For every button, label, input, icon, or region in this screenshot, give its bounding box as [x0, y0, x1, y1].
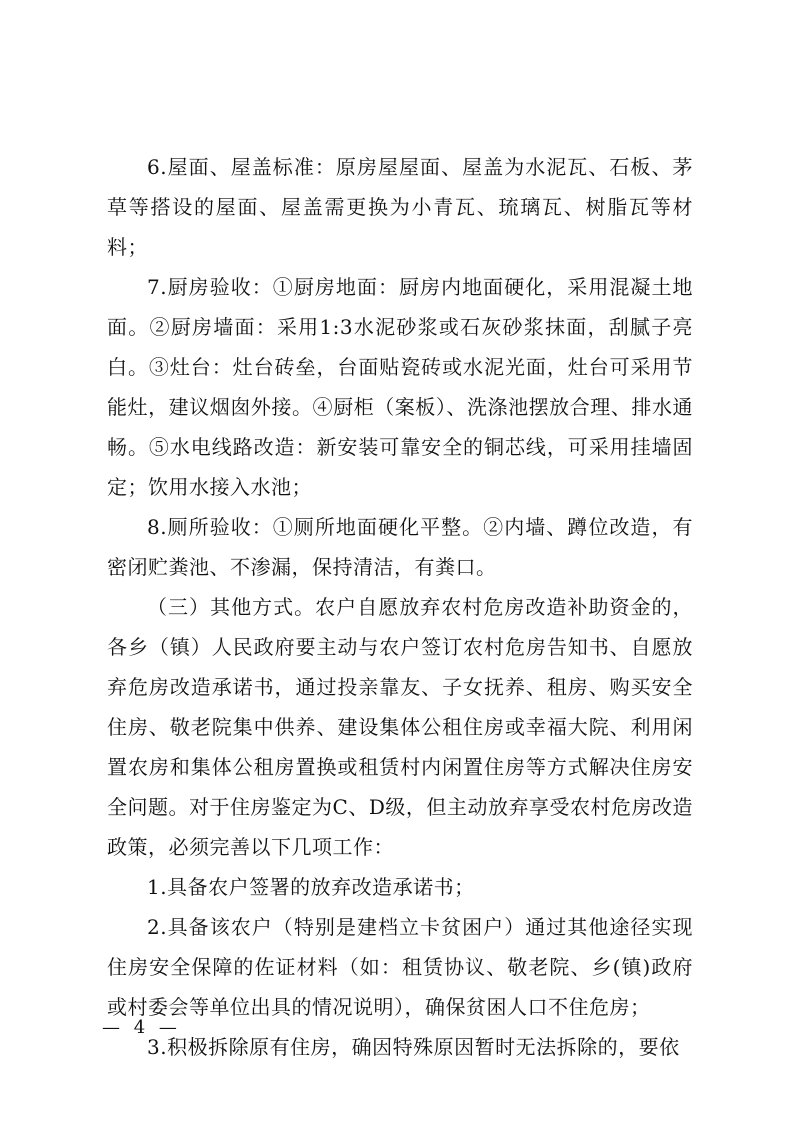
- paragraph-other-methods: （三）其他方式。农户自愿放弃农村危房改造补助资金的，各乡（镇）人民政府要主动与农户签订农村危房告知书、自愿放弃危房改造承诺书，通过投亲靠友、子女抚养、租房、购买安全住房、敬老院集中供养、建设集体公租住房或幸福大院、利用闲置农房和集体公租房置换或租赁村内闲置住房等方式解决住房安全问题。对于住房鉴定为C、D级，但主动放弃享受农村危房改造政策，必须完善以下几项工作：: [107, 595, 693, 859]
- document-body: [107, 147, 693, 1067]
- paragraph-item-3: 3.积极拆除原有住房，确因特殊原因暂时无法拆除的，要依: [147, 1035, 680, 1059]
- paragraph-item-1: 1.具备农户签署的放弃改造承诺书；: [147, 875, 475, 899]
- page-number: — 4 —: [102, 1017, 181, 1038]
- paragraph-toilet-acceptance: 8.厕所验收：①厕所地面硬化平整。②内墙、蹲位改造，有密闭贮粪池、不渗漏，保持清洁，有粪口。: [107, 515, 693, 579]
- paragraph-kitchen-acceptance: 7.厨房验收：①厨房地面：厨房内地面硬化，采用混凝土地面。②厨房墙面：采用1:3水泥砂浆或石灰砂浆抹面，刮腻子亮白。③灶台：灶台砖垒，台面贴瓷砖或水泥光面，灶台可采用节能灶，建议烟囱外接。④厨柜（案板）、洗涤池摆放合理、排水通畅。⑤水电线路改造：新安装可靠安全的铜芯线，可采用挂墙固定；饮用水接入水池；: [107, 275, 693, 499]
- paragraph-roof-standard: 6.屋面、屋盖标准：原房屋屋面、屋盖为水泥瓦、石板、茅草等搭设的屋面、屋盖需更换为小青瓦、琉璃瓦、树脂瓦等材料；: [107, 155, 693, 259]
- paragraph-item-2: 2.具备该农户（特别是建档立卡贫困户）通过其他途径实现住房安全保障的佐证材料（如：租赁协议、敬老院、乡(镇)政府或村委会等单位出具的情况说明），确保贫困人口不住危房；: [107, 915, 693, 1019]
